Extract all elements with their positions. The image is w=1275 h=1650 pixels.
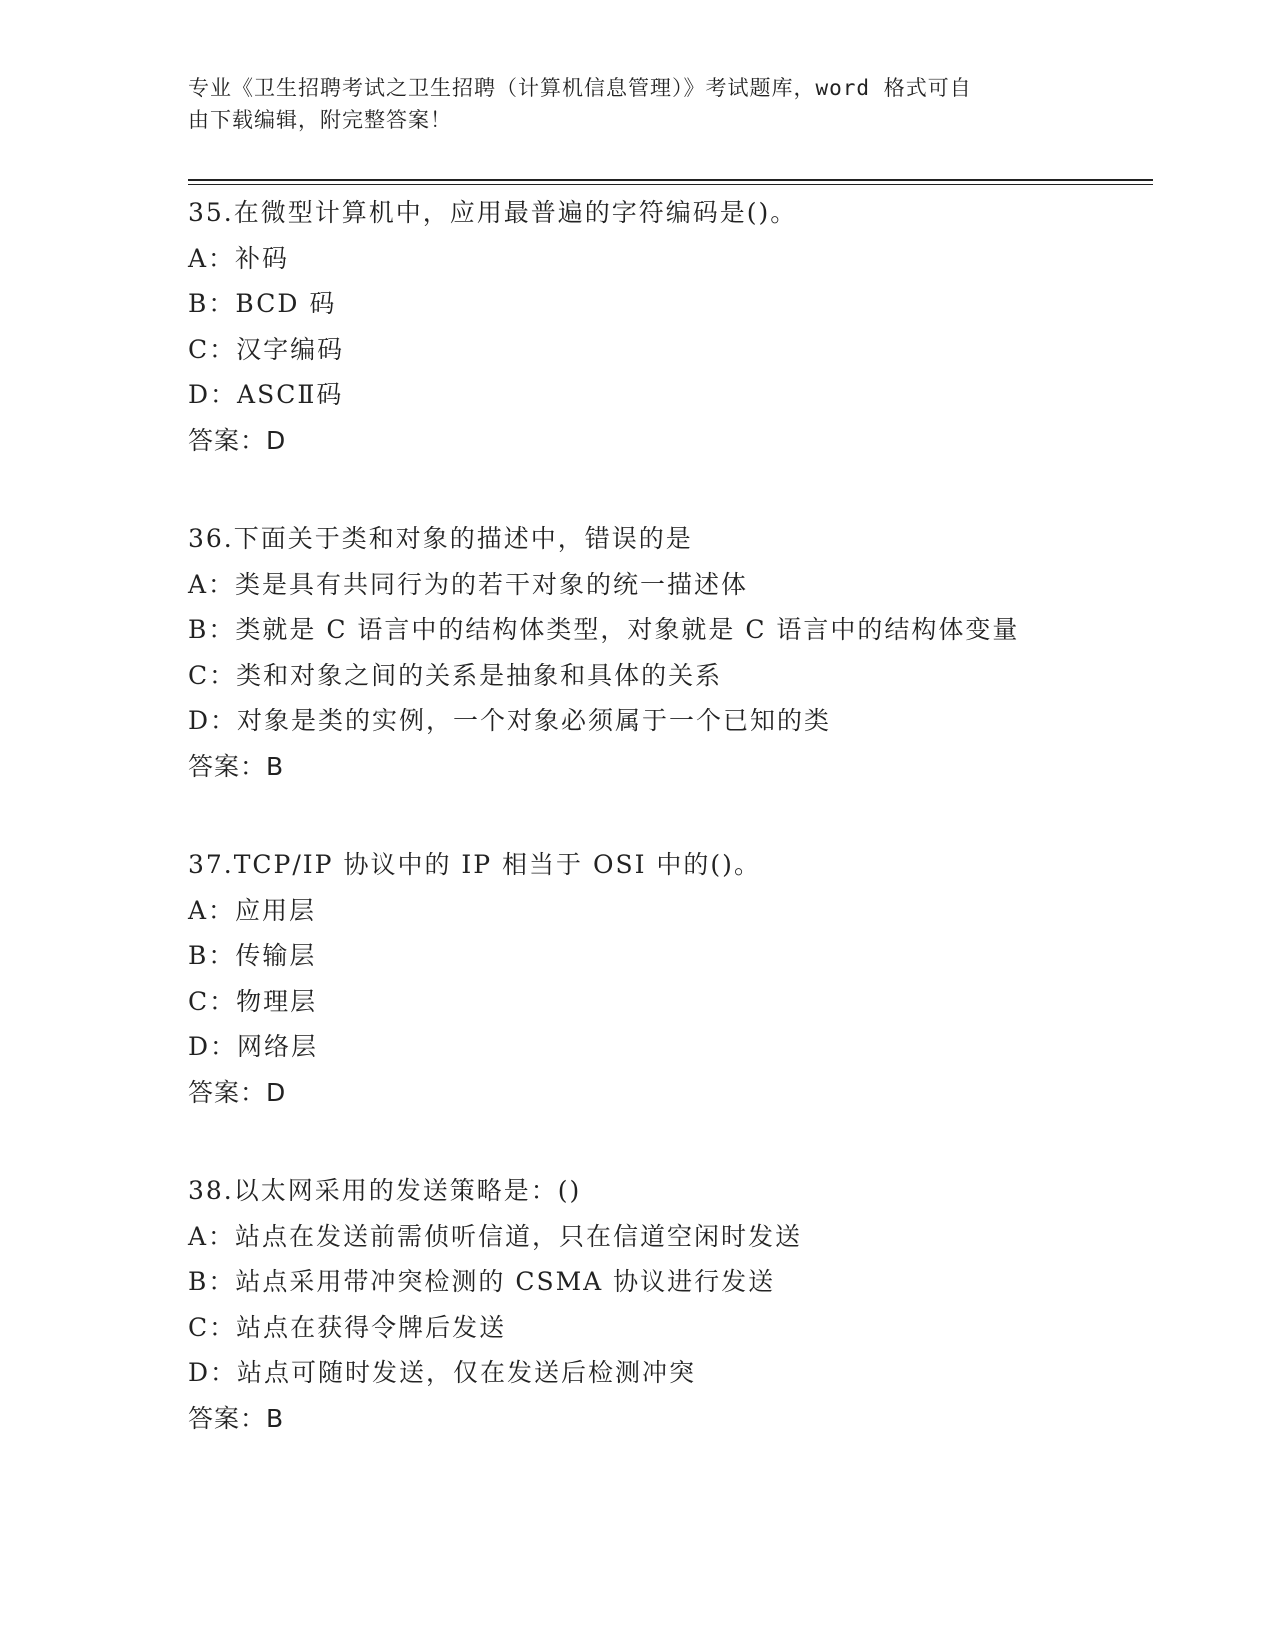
option-d: D：ASCⅡ码 [188, 380, 344, 409]
option-b: B：类就是 C 语言中的结构体类型，对象就是 C 语言中的结构体变量 [188, 615, 1020, 644]
question-35 [188, 190, 1148, 463]
answer-line: 答案：B [188, 1403, 285, 1433]
header-divider-thin [188, 184, 1153, 185]
option-c: C：站点在获得令牌后发送 [188, 1312, 507, 1342]
option-b: B：传输层 [188, 941, 317, 970]
answer-line: 答案：D [188, 425, 287, 455]
answer-line: 答案：B [188, 751, 285, 781]
question-stem: 35.在微型计算机中，应用最普遍的字符编码是()。 [188, 198, 798, 227]
option-b: B：BCD 码 [188, 289, 337, 318]
question-stem: 37.TCP/IP 协议中的 IP 相当于 OSI 中的()。 [188, 850, 761, 879]
option-a: A：站点在发送前需侦听信道，只在信道空闲时发送 [188, 1221, 803, 1251]
option-a: A：应用层 [188, 895, 317, 925]
option-d: D：对象是类的实例，一个对象必须属于一个已知的类 [188, 706, 832, 735]
option-b: B：站点采用带冲突检测的 CSMA 协议进行发送 [188, 1267, 776, 1296]
answer-line: 答案：D [188, 1077, 287, 1107]
option-d: D：站点可随时发送，仅在发送后检测冲突 [188, 1358, 697, 1387]
question-stem: 36.下面关于类和对象的描述中，错误的是 [188, 524, 693, 553]
document-header [188, 72, 1068, 136]
question-38 [188, 1168, 1148, 1441]
question-stem: 38.以太网采用的发送策略是：() [188, 1176, 582, 1205]
header-line-1: 专业《卫生招聘考试之卫生招聘（计算机信息管理）》考试题库，word 格式可自 [188, 76, 972, 100]
option-c: C：汉字编码 [188, 334, 345, 364]
header-line-2: 由下载编辑，附完整答案！ [188, 108, 452, 132]
option-a: A：补码 [188, 243, 290, 273]
header-divider-thick [188, 179, 1153, 181]
question-36 [188, 516, 1148, 789]
option-a: A：类是具有共同行为的若干对象的统一描述体 [188, 569, 749, 599]
question-37 [188, 842, 1148, 1115]
option-d: D：网络层 [188, 1032, 319, 1061]
question-list [188, 190, 1148, 1494]
option-c: C：类和对象之间的关系是抽象和具体的关系 [188, 660, 723, 690]
option-c: C：物理层 [188, 986, 318, 1016]
